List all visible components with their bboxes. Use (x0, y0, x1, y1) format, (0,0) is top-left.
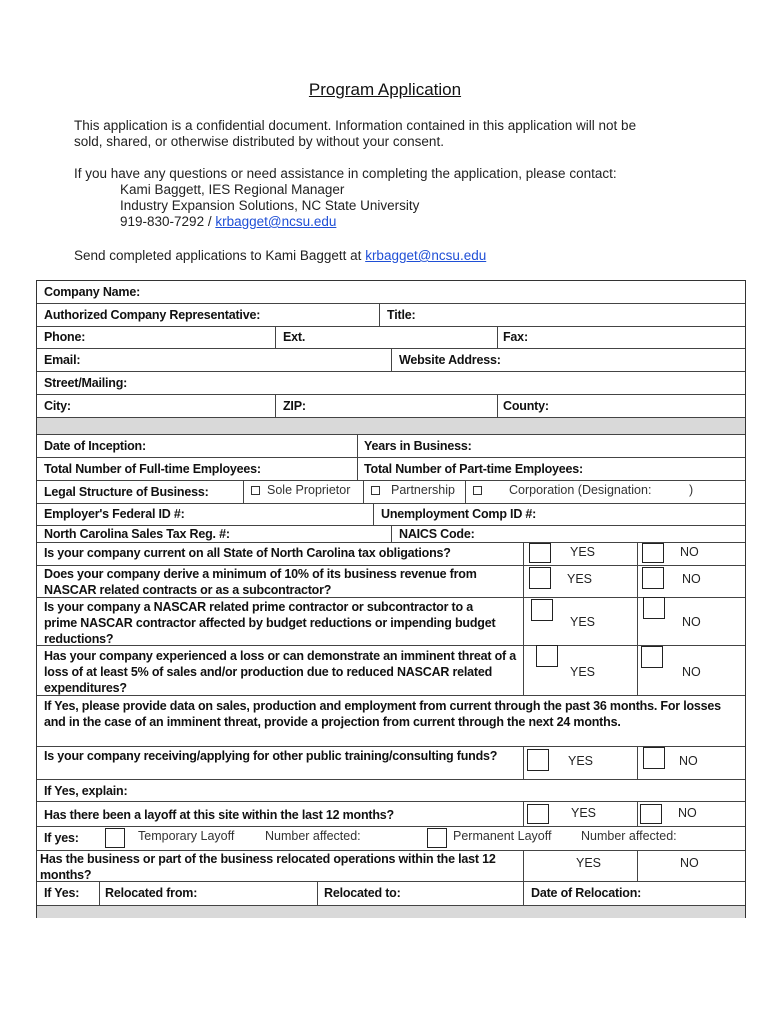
company-name-label: Company Name: (44, 285, 141, 299)
question-tax: Is your company current on all State of North Carolina tax obligations? (44, 546, 451, 560)
nascar-prime-yes-label: YES (570, 615, 596, 629)
authorized-rep-label: Authorized Company Representative: (44, 308, 261, 322)
separator-band (37, 417, 745, 434)
nascar-revenue-yes-label: YES (567, 572, 593, 586)
funds-no-label: NO (679, 754, 698, 768)
relocated-to-label: Relocated to: (324, 886, 401, 900)
tax-yes-checkbox[interactable] (529, 543, 551, 563)
contact-line: If you have any questions or need assistance in completing the application, please contact: (74, 166, 617, 181)
loss-yes-checkbox[interactable] (536, 645, 558, 667)
nascar-prime-no-label: NO (682, 615, 701, 629)
years-business-label: Years in Business: (364, 439, 472, 453)
parttime-label: Total Number of Part-time Employees: (364, 462, 583, 476)
corporation-close: ) (689, 483, 694, 497)
loss-no-checkbox[interactable] (641, 646, 663, 668)
contact-org: Industry Expansion Solutions, NC State University (120, 198, 420, 213)
date-relocation-label: Date of Relocation: (531, 886, 642, 900)
website-label: Website Address: (399, 353, 501, 367)
contact-email-link[interactable]: krbagget@ncsu.edu (215, 214, 337, 229)
fulltime-label: Total Number of Full-time Employees: (44, 462, 261, 476)
question-nascar-prime: Is your company a NASCAR related prime contractor or subcontractor to a prime NASCAR contractor affected by budget reductions or impending budget reductions? (44, 600, 496, 646)
temp-number-affected-label: Number affected: (265, 829, 361, 843)
relocated-from-label: Relocated from: (105, 886, 198, 900)
partnership-checkbox[interactable] (371, 486, 380, 495)
question-funds: Is your company receiving/applying for other public training/consulting funds? (44, 749, 498, 763)
relocated-yes-label: YES (576, 856, 602, 870)
send-email-link[interactable]: krbagget@ncsu.edu (365, 248, 487, 263)
federal-id-label: Employer's Federal ID #: (44, 507, 185, 521)
tax-no-checkbox[interactable] (642, 543, 664, 563)
perm-number-affected-label: Number affected: (581, 829, 677, 843)
county-label: County: (503, 399, 549, 413)
page-title: Program Application (308, 80, 462, 99)
question-nascar-revenue: Does your company derive a minimum of 10% of its business revenue from NASCAR related contracts or as a subcontractor? (44, 567, 477, 597)
intro-line-1: This application is a confidential document. Information contained in this application will not be (74, 118, 637, 133)
if-yes-layoff-label: If yes: (44, 831, 79, 845)
phone-label: Phone: (44, 330, 86, 344)
email-label: Email: (44, 353, 81, 367)
sole-proprietor-option: Sole Proprietor (267, 483, 351, 497)
temporary-layoff-label: Temporary Layoff (138, 829, 235, 843)
tax-yes-label: YES (570, 545, 596, 559)
if-yes-explain-label: If Yes, explain: (44, 784, 128, 798)
fax-label: Fax: (503, 330, 528, 344)
layoff-no-label: NO (678, 806, 697, 820)
contact-phone: 919-830-7292 / (120, 214, 216, 229)
question-layoff: Has there been a layoff at this site within the last 12 months? (44, 808, 394, 822)
zip-label: ZIP: (283, 399, 306, 413)
question-loss: Has your company experienced a loss or can demonstrate an imminent threat of a loss of at least 5% of sales and/or production due to reduced NASCAR related expenditures? (44, 649, 517, 695)
partnership-option: Partnership (391, 483, 455, 497)
loss-yes-label: YES (570, 665, 596, 679)
layoff-yes-checkbox[interactable] (527, 804, 549, 824)
street-label: Street/Mailing: (44, 376, 128, 390)
loss-no-label: NO (682, 665, 701, 679)
legal-structure-label: Legal Structure of Business: (44, 485, 209, 499)
ext-label: Ext. (283, 330, 306, 344)
corporation-checkbox[interactable] (473, 486, 482, 495)
nascar-revenue-no-label: NO (682, 572, 701, 586)
permanent-layoff-checkbox[interactable] (427, 828, 447, 848)
naics-label: NAICS Code: (399, 527, 475, 541)
nascar-prime-no-checkbox[interactable] (643, 597, 665, 619)
intro-line-2: sold, shared, or otherwise distributed by without your consent. (74, 134, 444, 149)
funds-yes-label: YES (568, 754, 594, 768)
contact-phone-line (120, 214, 336, 230)
send-line (74, 248, 486, 264)
funds-yes-checkbox[interactable] (527, 749, 549, 771)
contact-name: Kami Baggett, IES Regional Manager (120, 182, 345, 197)
date-inception-label: Date of Inception: (44, 439, 146, 453)
question-relocated: Has the business or part of the business relocated operations within the last 12 months? (40, 852, 496, 882)
layoff-yes-label: YES (571, 806, 597, 820)
sales-tax-label: North Carolina Sales Tax Reg. #: (44, 527, 230, 541)
footer-band (37, 905, 745, 918)
layoff-no-checkbox[interactable] (640, 804, 662, 824)
corporation-option: Corporation (Designation: (509, 483, 652, 497)
nascar-revenue-yes-checkbox[interactable] (529, 567, 551, 589)
city-label: City: (44, 399, 71, 413)
application-form (36, 280, 746, 918)
sole-proprietor-checkbox[interactable] (251, 486, 260, 495)
tax-no-label: NO (680, 545, 699, 559)
nascar-prime-yes-checkbox[interactable] (531, 599, 553, 621)
permanent-layoff-label: Permanent Layoff (453, 829, 552, 843)
title-label: Title: (387, 308, 416, 322)
send-text: Send completed applications to Kami Baggett at (74, 248, 366, 263)
data-note: If Yes, please provide data on sales, production and employment from current through the past 36 months. For losses and in the case of an imminent threat, provide a projection from current through the next 24 months. (44, 699, 721, 729)
relocated-no-label: NO (680, 856, 699, 870)
nascar-revenue-no-checkbox[interactable] (642, 567, 664, 589)
temporary-layoff-checkbox[interactable] (105, 828, 125, 848)
funds-no-checkbox[interactable] (643, 747, 665, 769)
if-yes-relocation-label: If Yes: (44, 886, 80, 900)
unemployment-id-label: Unemployment Comp ID #: (381, 507, 537, 521)
